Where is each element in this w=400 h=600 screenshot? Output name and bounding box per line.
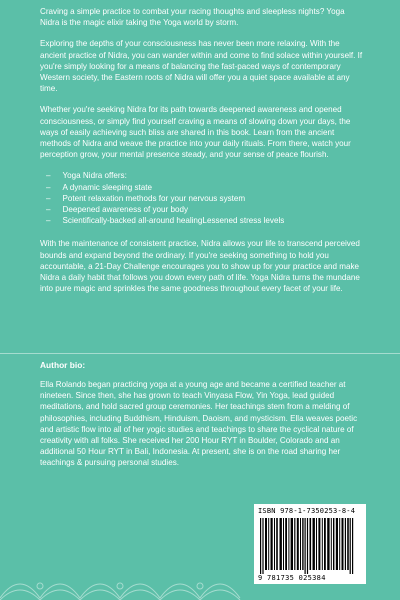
section-divider xyxy=(0,353,400,354)
closing-paragraph: With the maintenance of consistent practice, Nidra allows your life to transcend perceived bounds and expand beyond the ordinary. If you're seeking something to hold you accountable, a 21-Day Challenge encourages you to show up for your practice and make Nidra a daily habit that follows you down every path of life. Yoga Nidra turns the mundane into pure magic and sprinkles the same goodness throughout every facet of your life. xyxy=(40,239,360,294)
author-bio-section xyxy=(40,360,366,479)
depths-paragraph: Exploring the depths of your consciousness has never been more relaxing. With the ancient practice of Nidra, you can wander within and come to find solace within yourself. If you're simply looking for a means of balancing the fast-paced ways of contemporary Western society, the Eastern roots of Nidra will offer you a quiet space available at any time. xyxy=(40,39,363,94)
back-cover-description xyxy=(40,6,364,304)
intro-paragraph: Craving a simple practice to combat your racing thoughts and sleepless nights? Yoga Nidra is the magic elixir taking the Yoga world by storm. xyxy=(40,7,345,28)
author-bio-text: Ella Rolando began practicing yoga at a young age and became a certified teacher at nineteen. Since then, she has grown to teach Vinyasa Flow, Yin Yoga, lead guided meditations, and hold sacred group ceremonies. Her teachings stem from a melding of philosophies, including Buddhism, Hinduism, Daoism, and mysticism. Ella weaves poetic and artistic flow into all of her yogic studies and teachings to share the cyclical nature of creativity with all folks. She received her 200 Hour RYT in Boulder, Colorado and an additional 50 Hour RYT in Bali, Indonesia. At present, she is on the road sharing her teachings & pursuing personal studies. xyxy=(40,380,358,468)
barcode-number: 9 781735 025384 xyxy=(258,574,326,582)
isbn-label: ISBN 978-1-7350253-8-4 xyxy=(258,507,356,515)
list-item: – Scientifically-backed all-around healingLessened stress levels xyxy=(46,215,364,226)
list-item: – Deepened awareness of your body xyxy=(46,204,364,215)
barcode-box xyxy=(254,504,366,584)
list-item: – Potent relaxation methods for your nervous system xyxy=(46,193,364,204)
seeking-paragraph: Whether you're seeking Nidra for its path towards deepened awareness and opened consciousness, or simply find yourself craving a means of slowing down your days, the ways of easily achieving such bliss are shared in this book. Learn from the ancient methods of Nidra and weave the practice into your daily rituals. From there, watch your perception grow, your mental presence steady, and your sense of peace flourish. xyxy=(40,105,351,160)
barcode-icon xyxy=(260,518,360,574)
list-item: – A dynamic sleeping state xyxy=(46,182,364,193)
author-bio-heading: Author bio: xyxy=(40,360,86,370)
offers-list xyxy=(40,170,364,226)
list-item: – Yoga Nidra offers: xyxy=(46,170,364,181)
